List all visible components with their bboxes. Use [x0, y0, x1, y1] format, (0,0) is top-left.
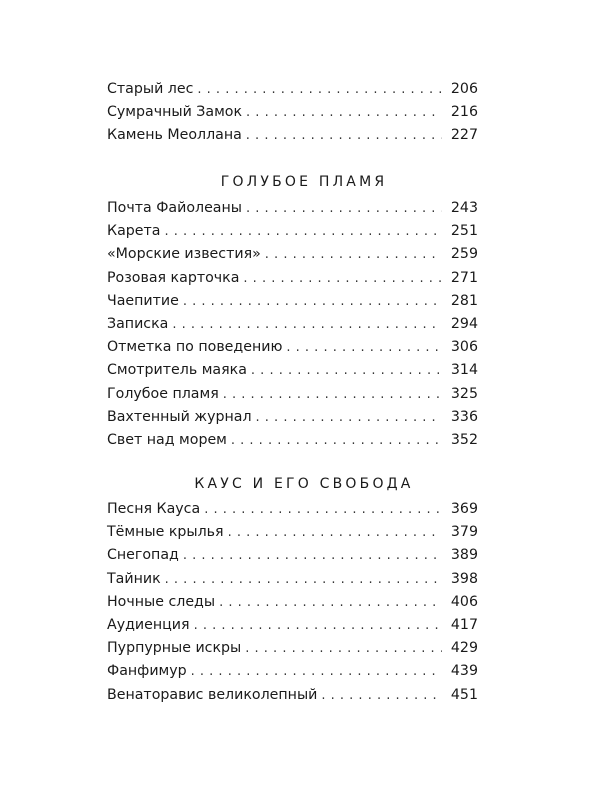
toc-entry [107, 406, 478, 429]
toc-entry-page: 259 [450, 246, 478, 263]
toc-dot-leader [191, 660, 442, 683]
toc-entry-page: 271 [450, 269, 478, 286]
toc-entry [107, 101, 478, 124]
toc-entry-title: Чаепитие [107, 292, 179, 309]
toc-section-kaus [107, 498, 478, 707]
toc-entry-title: Вахтенный журнал [107, 408, 252, 425]
toc-dot-leader [172, 313, 442, 336]
toc-entry [107, 359, 478, 382]
toc-entry-title: Ночные следы [107, 593, 216, 610]
toc-dot-leader [183, 544, 442, 567]
toc-entry-title: Голубое пламя [107, 385, 219, 402]
toc-entry [107, 498, 478, 521]
toc-entry-title: Отметка по поведению [107, 339, 283, 356]
toc-entry-page: 336 [450, 408, 478, 425]
toc-entry-page: 314 [450, 362, 478, 379]
toc-entry-title: Старый лес [107, 81, 194, 97]
toc-entry-page: 216 [450, 104, 478, 121]
toc-entry-title: Смотритель маяка [107, 362, 247, 379]
toc-dot-leader [245, 637, 442, 660]
toc-entry-page: 325 [450, 385, 478, 402]
toc-entry-page: 406 [450, 593, 478, 610]
toc-entry [107, 243, 478, 266]
toc-entry-page: 251 [450, 223, 478, 240]
toc-entry [107, 684, 478, 707]
toc-section-blue-flame [107, 197, 478, 452]
toc-dot-leader [246, 124, 442, 147]
toc-entry-page: 417 [450, 616, 478, 633]
toc-entry-title: «Морские известия» [107, 246, 261, 263]
toc-entry [107, 521, 478, 544]
toc-dot-leader [251, 359, 442, 382]
toc-entry-page: 369 [450, 501, 478, 517]
toc-entry [107, 544, 478, 567]
toc-entry-title: Песня Кауса [107, 501, 201, 517]
toc-entry [107, 197, 478, 220]
toc-dot-leader [164, 220, 442, 243]
toc-entry-title: Тёмные крылья [107, 524, 224, 541]
toc-dot-leader [265, 243, 442, 266]
toc-entry [107, 313, 478, 336]
toc-dot-leader [194, 614, 442, 637]
toc-entry [107, 336, 478, 359]
toc-entry-page: 379 [450, 524, 478, 541]
toc-entry-title: Карета [107, 223, 161, 240]
toc-dot-leader [246, 197, 442, 220]
toc-entry-page: 398 [450, 570, 478, 587]
toc-entry-page: 429 [450, 640, 478, 657]
toc-entry [107, 290, 478, 313]
toc-dot-leader [223, 383, 442, 406]
toc-dot-leader [183, 290, 442, 313]
toc-entry-title: Сумрачный Замок [107, 104, 243, 121]
toc-entry [107, 267, 478, 290]
toc-entry [107, 429, 478, 452]
section-heading-blue-flame: ГОЛУБОЕ ПЛАМЯ [220, 174, 388, 190]
toc-entry [107, 124, 478, 147]
toc-entry-page: 306 [450, 339, 478, 356]
toc-entry [107, 78, 478, 101]
toc-dot-leader [246, 101, 442, 124]
toc-entry-title: Камень Меоллана [107, 127, 242, 144]
toc-entry-page: 243 [450, 200, 478, 216]
toc-entry-title: Фанфимур [107, 663, 187, 680]
toc-dot-leader [228, 521, 442, 544]
toc-section-continued [107, 78, 478, 148]
toc-dot-leader [286, 336, 442, 359]
toc-entry-page: 206 [450, 81, 478, 97]
toc-entry-page: 352 [450, 431, 478, 448]
toc-entry-title: Свет над морем [107, 431, 227, 448]
toc-entry-page: 451 [450, 686, 478, 703]
toc-entry [107, 568, 478, 591]
toc-entry-title: Аудиенция [107, 616, 190, 633]
toc-entry-page: 281 [450, 292, 478, 309]
toc-dot-leader [231, 429, 442, 452]
toc-entry [107, 220, 478, 243]
toc-entry-page: 439 [450, 663, 478, 680]
toc-entry-page: 389 [450, 547, 478, 564]
toc-entry-title: Пурпурные искры [107, 640, 242, 657]
toc-entry [107, 383, 478, 406]
toc-entry-title: Венаторавис великолепный [107, 686, 318, 703]
toc-dot-leader [243, 267, 442, 290]
toc-dot-leader [219, 591, 442, 614]
toc-entry-title: Тайник [107, 570, 161, 587]
toc-dot-leader [256, 406, 442, 429]
toc-entry [107, 660, 478, 683]
toc-dot-leader [321, 684, 442, 707]
toc-entry [107, 591, 478, 614]
toc-dot-leader [165, 568, 442, 591]
toc-dot-leader [204, 498, 442, 521]
toc-entry-page: 227 [450, 127, 478, 144]
section-heading-kaus: КАУС И ЕГО СВОБОДА [194, 476, 414, 492]
toc-dot-leader [197, 78, 442, 101]
toc-entry-title: Записка [107, 315, 169, 332]
toc-entry-title: Почта Файолеаны [107, 200, 242, 216]
toc-entry [107, 614, 478, 637]
toc-entry-title: Снегопад [107, 547, 179, 564]
toc-entry-title: Розовая карточка [107, 269, 240, 286]
toc-entry [107, 637, 478, 660]
toc-entry-page: 294 [450, 315, 478, 332]
